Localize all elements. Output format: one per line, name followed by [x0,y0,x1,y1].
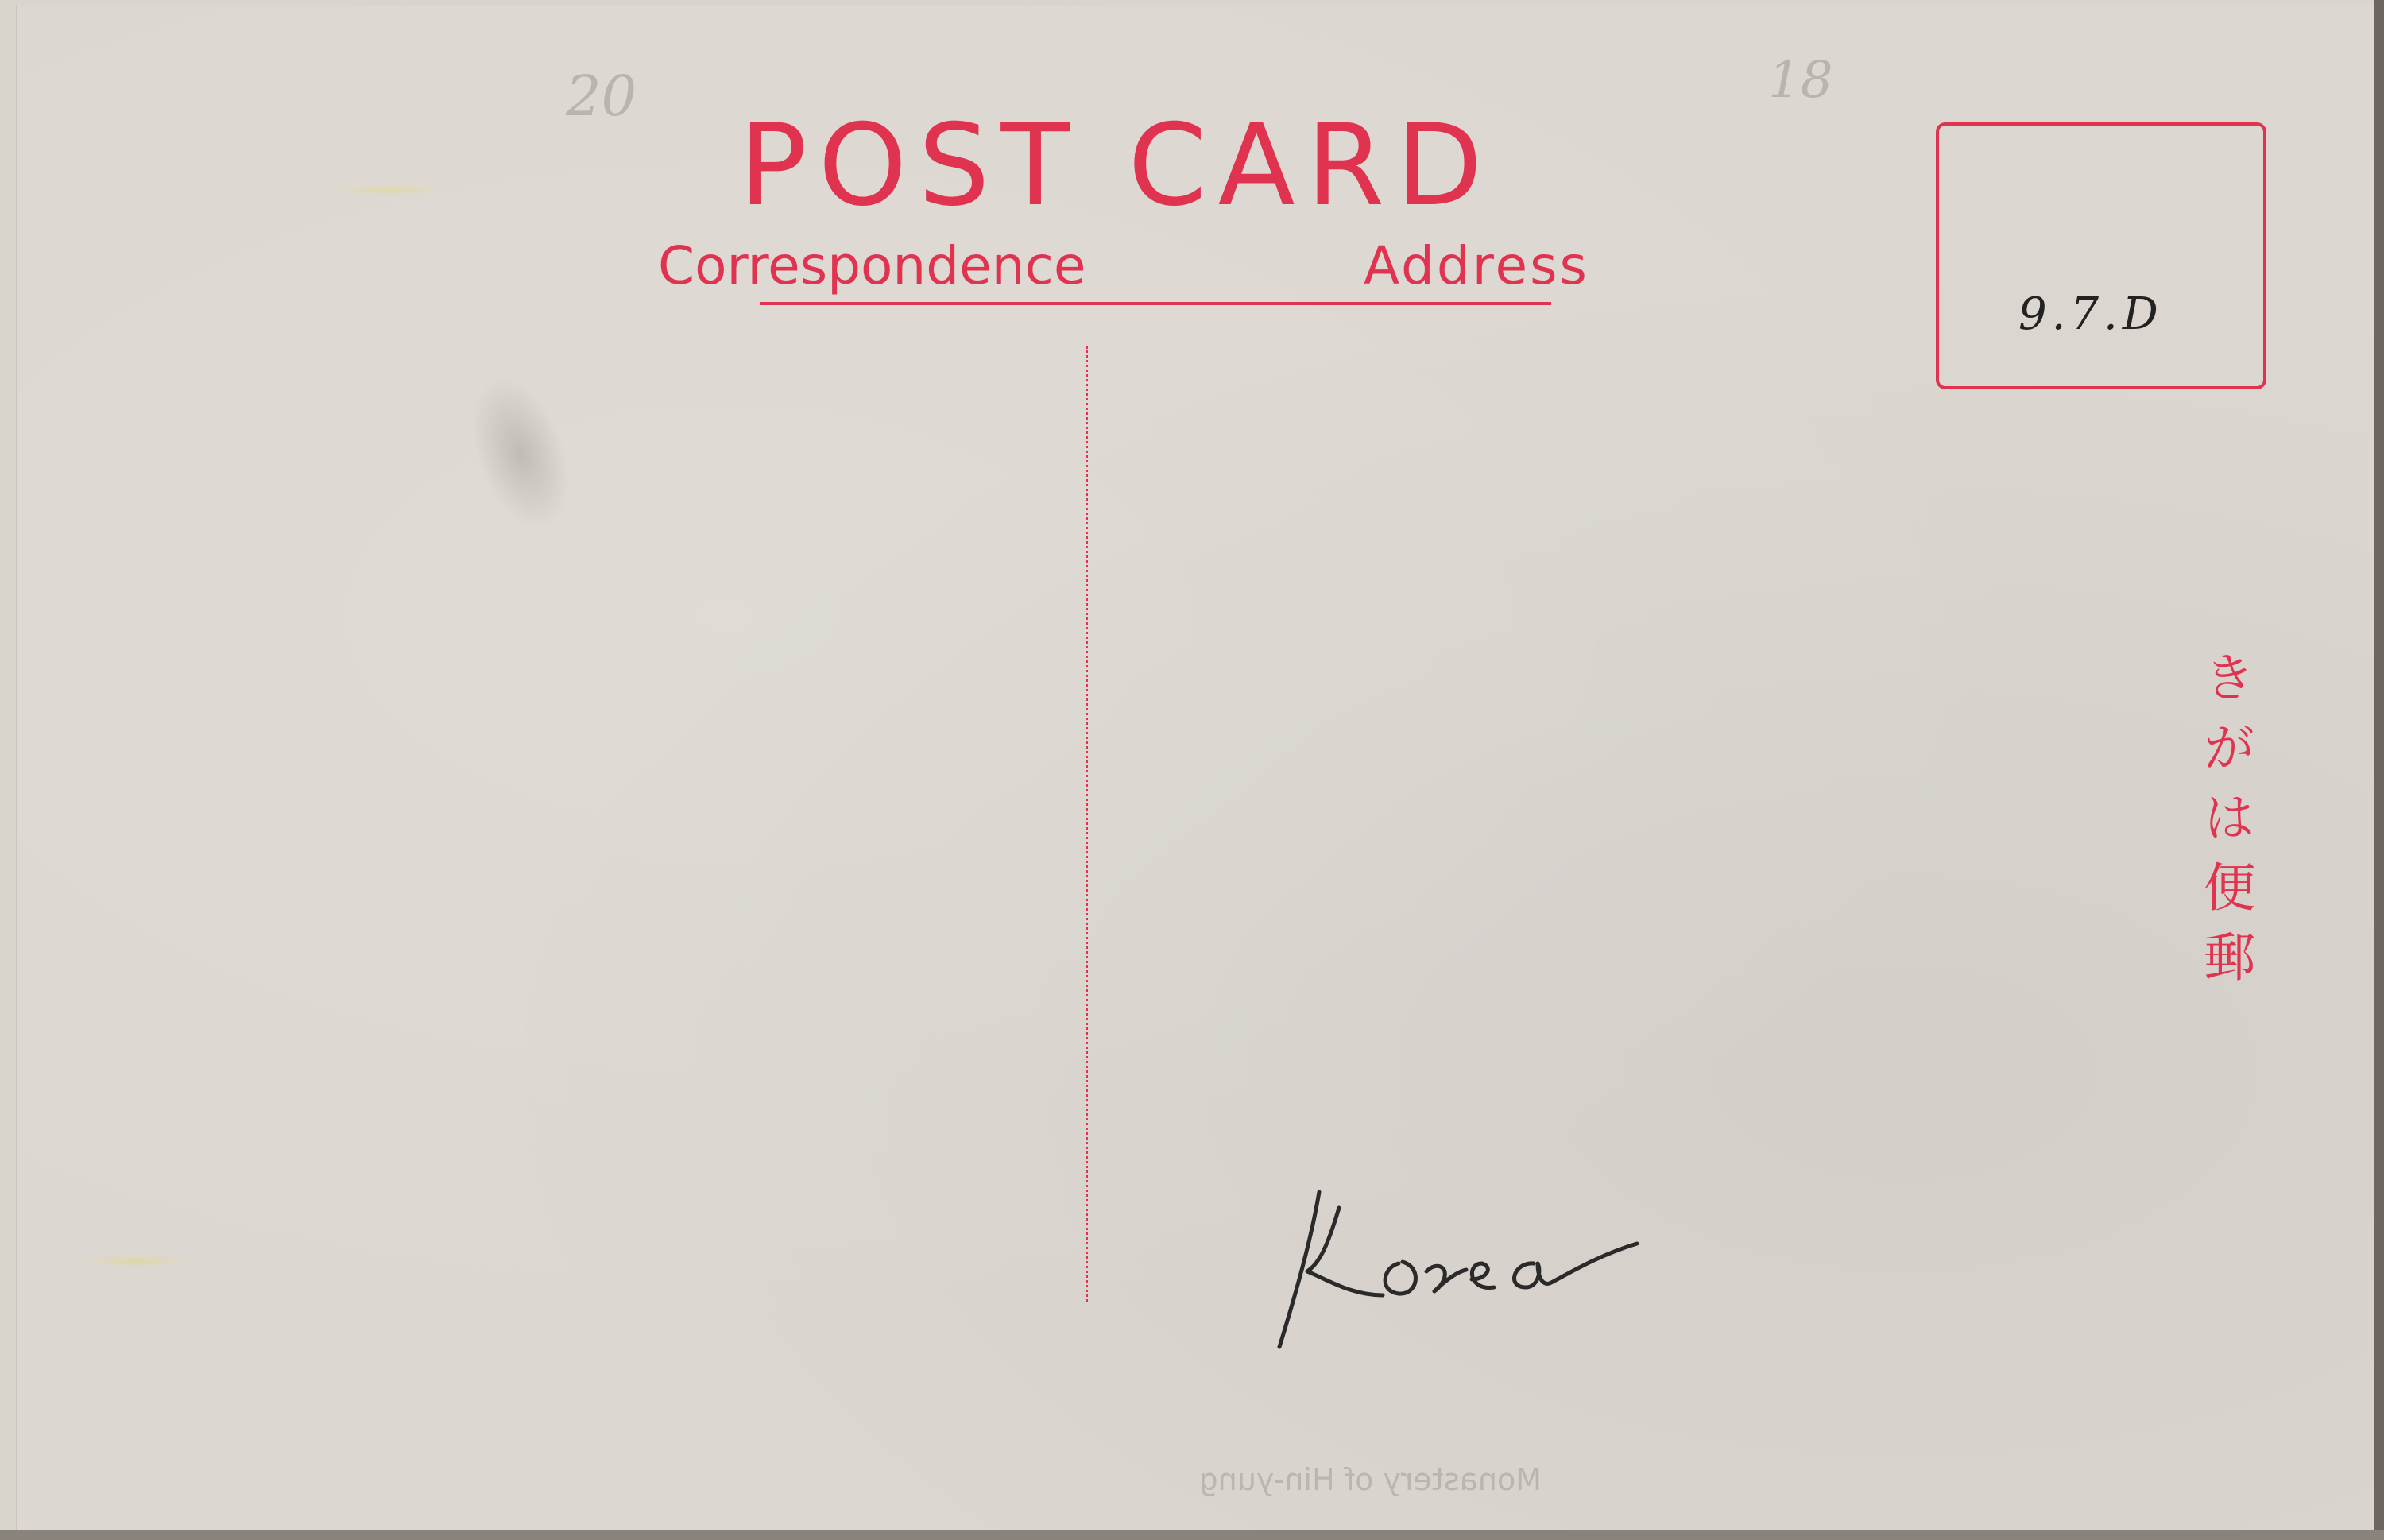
stamp-box-note: 9.7.D [2018,288,2163,340]
card-edge-bottom [0,1530,2384,1540]
japanese-vertical-text: きがは便郵 [2194,650,2255,1000]
handwritten-korea [1264,1176,1661,1359]
pencil-mark-right: 18 [1768,51,1833,110]
paper-stain [79,1256,191,1267]
bleed-through-text: Monastery of Hin-yung [1198,1462,1542,1497]
correspondence-label: Correspondence [658,235,1086,296]
card-edge-right [2374,0,2384,1540]
header-underline [760,302,1551,305]
paper-stain [334,184,445,195]
address-label: Address [1364,235,1589,296]
stamp-box [1936,122,2266,389]
dotted-divider [1086,346,1088,1302]
postcard-title: POST CARD [739,100,1494,231]
bleed-through-caption [350,1462,1542,1510]
pencil-mark-left: 20 [566,64,637,129]
